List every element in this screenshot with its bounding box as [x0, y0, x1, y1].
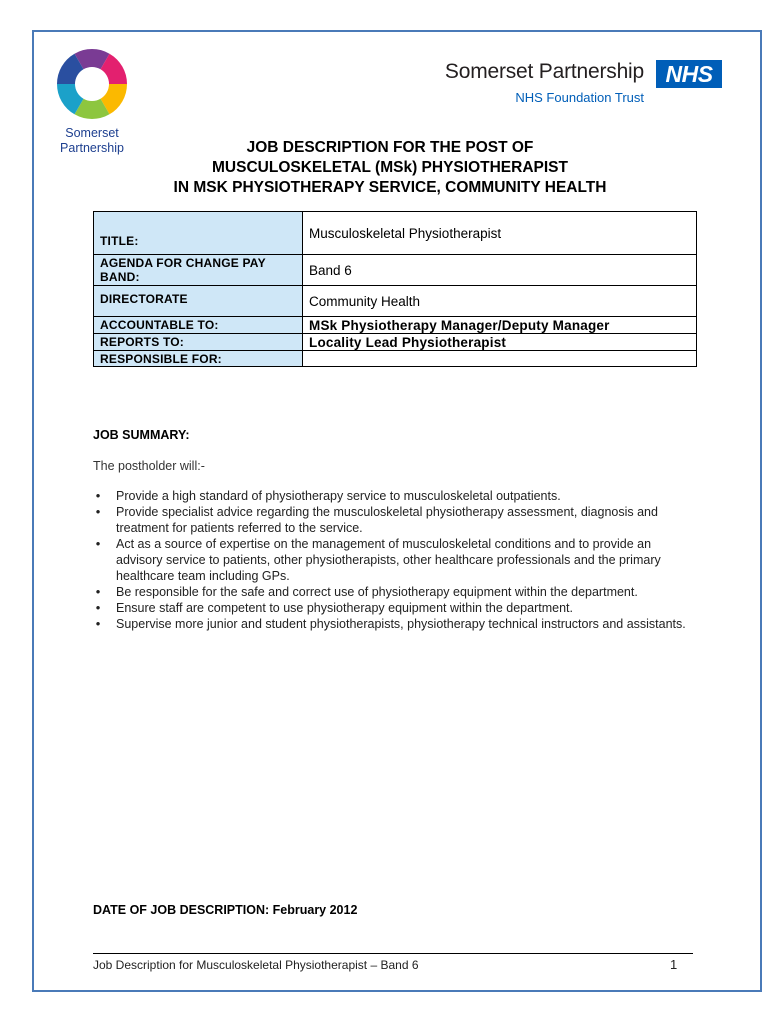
footer-text: Job Description for Musculoskeletal Physiotherapist – Band 6: [93, 958, 419, 972]
row-label-title: TITLE:: [94, 212, 303, 255]
list-item: [93, 616, 701, 632]
nhs-trust-logo: [402, 56, 722, 110]
row-label-reports-to: REPORTS TO:: [94, 334, 303, 351]
list-item: [93, 600, 701, 616]
list-item-text: Provide specialist advice regarding the musculoskeletal physiotherapy assessment, diagnosis and treatment for patients referred to the service.: [116, 505, 658, 535]
list-item-text: Be responsible for the safe and correct use of physiotherapy equipment within the department.: [116, 585, 638, 599]
table-row: [94, 212, 697, 255]
logo-text-line1: Somerset: [65, 126, 119, 140]
row-label-pay-band: AGENDA FOR CHANGE PAY BAND:: [94, 255, 303, 286]
list-item: [93, 504, 701, 536]
document-title: [100, 138, 680, 198]
color-wheel-logo-icon: [56, 48, 128, 120]
list-item-text: Supervise more junior and student physiotherapists, physiotherapy technical instructors and assistants.: [116, 617, 686, 631]
bullet-icon: •: [95, 488, 101, 503]
row-label-accountable: ACCOUNTABLE TO:: [94, 317, 303, 334]
title-line-2: MUSCULOSKELETAL (MSk) PHYSIOTHERAPIST: [212, 159, 568, 176]
bullet-icon: •: [95, 600, 101, 615]
table-row: [94, 255, 697, 286]
row-value-responsible-for: [303, 351, 697, 367]
job-summary-list: [93, 488, 701, 632]
bullet-icon: •: [95, 616, 101, 631]
job-summary-heading: JOB SUMMARY:: [93, 428, 190, 442]
org-subtitle: NHS Foundation Trust: [515, 90, 644, 105]
row-value-title: Musculoskeletal Physiotherapist: [303, 212, 697, 255]
list-item: [93, 584, 701, 600]
list-item: [93, 488, 701, 504]
nhs-badge: NHS: [656, 60, 722, 88]
footer-divider: [93, 953, 693, 954]
row-value-directorate: Community Health: [303, 286, 697, 317]
title-line-3: IN MSK PHYSIOTHERAPY SERVICE, COMMUNITY HEALTH: [173, 179, 607, 196]
row-label-responsible-for: RESPONSIBLE FOR:: [94, 351, 303, 367]
row-value-pay-band: Band 6: [303, 255, 697, 286]
org-name: Somerset Partnership: [444, 60, 644, 83]
list-item-text: Ensure staff are competent to use physiotherapy equipment within the department.: [116, 601, 573, 615]
list-item-text: Provide a high standard of physiotherapy service to musculoskeletal outpatients.: [116, 489, 561, 503]
job-summary-intro: The postholder will:-: [93, 459, 205, 473]
table-row: [94, 334, 697, 351]
title-line-1: JOB DESCRIPTION FOR THE POST OF: [246, 139, 534, 156]
logo-text-line2: Partnership: [60, 141, 124, 155]
row-label-directorate: DIRECTORATE: [94, 286, 303, 317]
table-row: [94, 351, 697, 367]
table-row: [94, 286, 697, 317]
job-info-table: [93, 211, 697, 367]
date-of-job-description: DATE OF JOB DESCRIPTION: February 2012: [93, 903, 358, 917]
table-row: [94, 317, 697, 334]
bullet-icon: •: [95, 536, 101, 551]
page-number: 1: [670, 957, 678, 972]
bullet-icon: •: [95, 504, 101, 519]
bullet-icon: •: [95, 584, 101, 599]
row-value-accountable: MSk Physiotherapy Manager/Deputy Manager: [303, 317, 697, 334]
list-item: [93, 536, 701, 584]
row-value-reports-to: Locality Lead Physiotherapist: [303, 334, 697, 351]
list-item-text: Act as a source of expertise on the management of musculoskeletal conditions and to provide an advisory service to patients, other physiotherapists, other healthcare professionals and the primary healthcare team including GPs.: [116, 537, 661, 583]
